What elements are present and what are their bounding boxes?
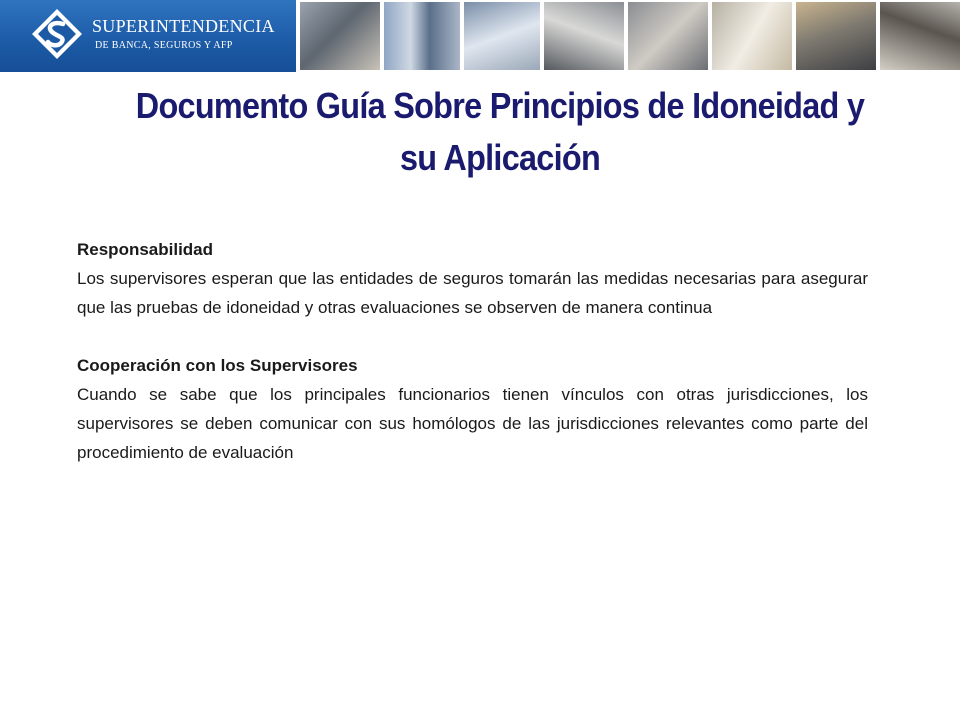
content-body xyxy=(77,235,868,467)
title-line-1: Documento Guía Sobre Principios de Idoneidad y xyxy=(135,85,865,126)
section-heading: Responsabilidad xyxy=(77,240,214,259)
page-title xyxy=(86,80,914,184)
office-building-photo xyxy=(384,2,460,70)
header-banner xyxy=(0,0,960,72)
section-body: Los supervisores esperan que las entidades de seguros tomarán las medidas necesarias para asegurar que las pruebas de idoneidad y otras evaluaciones se observen de manera continua xyxy=(77,269,868,317)
sbs-logo xyxy=(0,0,296,72)
enter-key-photo xyxy=(544,2,624,70)
section-responsabilidad xyxy=(77,235,868,322)
logo-text-primary: SUPERINTENDENCIA xyxy=(92,16,275,36)
credit-card-photo xyxy=(300,2,380,70)
sbs-emblem-icon xyxy=(30,7,84,61)
section-cooperacion xyxy=(77,351,868,467)
handshake-photo xyxy=(880,2,960,70)
handing-money-photo xyxy=(712,2,792,70)
businessman-phone-photo xyxy=(628,2,708,70)
card-terminal-photo xyxy=(796,2,876,70)
title-line-2: su Aplicación xyxy=(399,137,601,178)
section-body: Cuando se sabe que los principales funcionarios tienen vínculos con otras jurisdicciones, los supervisores se deben comunicar con sus homólogos de las jurisdicciones relevantes como parte del procedimiento de evaluación xyxy=(77,385,868,462)
logo-text-secondary: DE BANCA, SEGUROS Y AFP xyxy=(95,40,233,51)
section-heading: Cooperación con los Supervisores xyxy=(77,356,358,375)
building-facade-photo xyxy=(464,2,540,70)
